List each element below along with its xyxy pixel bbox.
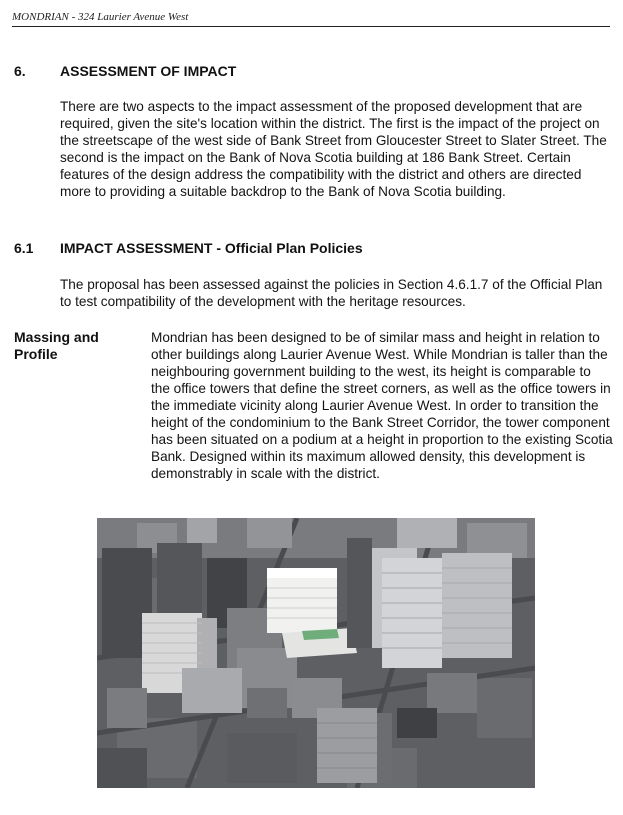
aerial-city-photo bbox=[97, 518, 535, 788]
side-label-line: Massing and bbox=[14, 329, 99, 345]
official-plan-paragraph: The proposal has been assessed against the policies in Section 4.6.1.7 of the Official Plan to test compatibility of the development with the heritage resources. bbox=[60, 277, 603, 309]
section-title: ASSESSMENT OF IMPACT bbox=[60, 63, 237, 79]
massing-and-profile-label bbox=[14, 329, 144, 363]
side-label-line: Profile bbox=[14, 346, 58, 362]
section-title: IMPACT ASSESSMENT - Official Plan Policies bbox=[60, 240, 363, 256]
massing-paragraph: Mondrian has been designed to be of similar mass and height in relation to other buildings along Laurier Avenue West. While Mondrian is taller than the neighbouring government building to the west, its height is comparable to the office towers that define the street corners, as well as the office towers in the immediate vicinity along Laurier Avenue West. In order to transition the height of the condominium to the Bank Street Corridor, the tower component has been situated on a podium at a height in proportion to the existing Scotia Bank. Designed within its maximum allowed density, this development is demonstrably in scale with the district. bbox=[151, 330, 613, 481]
section-number: 6. bbox=[14, 63, 26, 79]
assessment-paragraph: There are two aspects to the impact assessment of the proposed development that are required, given the site's location within the district. The first is the impact of the project on the streetscape of the west side of Bank Street from Gloucester Street to Slater Street. The second is the impact on the Bank of Nova Scotia building at 186 Bank Street. Certain features of the design address the compatibility with the district and others are directed more to providing a suitable backdrop to the Bank of Nova Scotia building. bbox=[60, 99, 607, 199]
section-number: 6.1 bbox=[14, 240, 34, 256]
running-header: MONDRIAN - 324 Laurier Avenue West bbox=[12, 10, 610, 27]
